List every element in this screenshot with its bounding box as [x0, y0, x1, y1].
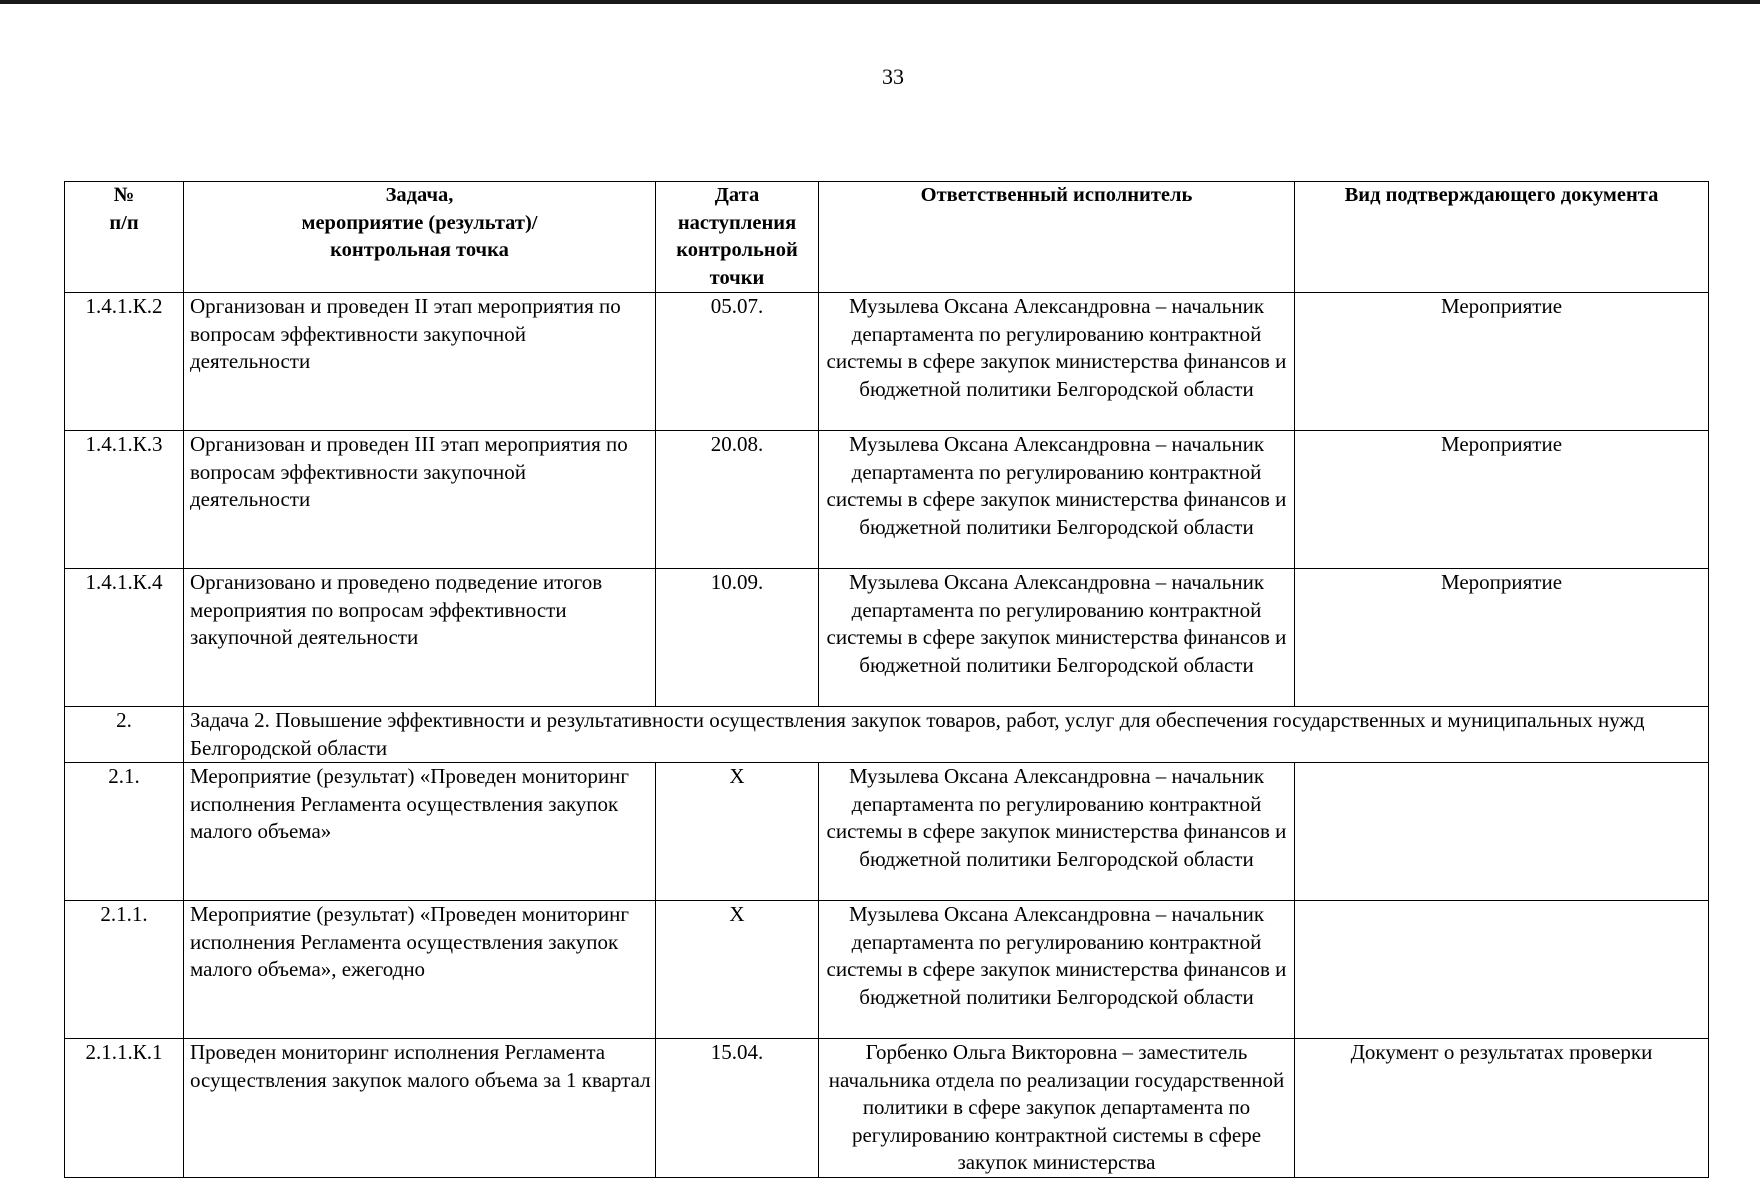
- header-doc-label: Вид подтверждающего документа: [1344, 184, 1659, 206]
- row-document-type: Документ о результатах проверки: [1295, 1039, 1709, 1178]
- header-task-line-3: контрольная точка: [330, 239, 509, 261]
- header-responsible-label: Ответственный исполнитель: [920, 184, 1193, 206]
- header-doc: [1295, 182, 1709, 293]
- row-responsible: Музылева Оксана Александровна – начальник департамента по регулированию контрактной системы в сфере закупок министерства финансов и бюджетной политики Белгородской области: [819, 901, 1295, 1039]
- plan-table: [64, 181, 1709, 1178]
- row-task: Организовано и проведено подведение итогов мероприятия по вопросам эффективности закупочной деятельности: [184, 569, 656, 707]
- table-section-row: [65, 707, 1709, 763]
- row-task: Проведен мониторинг исполнения Регламента осуществления закупок малого объема за 1 квартал: [184, 1039, 656, 1178]
- table-row: [65, 431, 1709, 569]
- table-row: [65, 763, 1709, 901]
- header-date-line-2: наступления: [677, 211, 797, 234]
- row-number: 2.: [65, 707, 184, 763]
- table-row: [65, 1039, 1709, 1178]
- header-date-line-3: контрольной: [676, 239, 798, 261]
- table-header-row: [65, 182, 1709, 293]
- row-task: Организован и проведен II этап мероприятия по вопросам эффективности закупочной деятельности: [184, 293, 656, 431]
- header-date-line-4: точки: [709, 266, 765, 289]
- row-responsible: Музылева Оксана Александровна – начальник департамента по регулированию контрактной системы в сфере закупок министерства финансов и бюджетной политики Белгородской области: [819, 293, 1295, 431]
- table-row: [65, 293, 1709, 431]
- row-document-type: [1295, 763, 1709, 901]
- header-task-line-2: мероприятие (результат)/: [301, 211, 538, 234]
- row-document-type: Мероприятие: [1295, 431, 1709, 569]
- row-number: 2.1.1.: [65, 901, 184, 1039]
- header-num-label: №: [113, 184, 135, 206]
- row-task: Мероприятие (результат) «Проведен мониторинг исполнения Регламента осуществления закупок малого объема»: [184, 763, 656, 901]
- page-number: 33: [882, 64, 904, 89]
- row-responsible: Горбенко Ольга Викторовна – заместитель начальника отдела по реализации государственной политики в сфере закупок департамента по регулированию контрактной системы в сфере закупок министерства: [819, 1039, 1295, 1178]
- row-date: 05.07.: [656, 293, 819, 431]
- row-document-type: Мероприятие: [1295, 293, 1709, 431]
- row-document-type: [1295, 901, 1709, 1039]
- row-date: 10.09.: [656, 569, 819, 707]
- header-date-line-1: Дата: [714, 184, 760, 206]
- row-number: 1.4.1.К.3: [65, 431, 184, 569]
- row-date: Х: [656, 763, 819, 901]
- row-date: Х: [656, 901, 819, 1039]
- table-row: [65, 901, 1709, 1039]
- top-border-rule: [0, 0, 1760, 4]
- section-heading: Задача 2. Повышение эффективности и результативности осуществления закупок товаров, работ, услуг для обеспечения государственных и муниципальных нужд Белгородской области: [184, 707, 1709, 763]
- row-responsible: Музылева Оксана Александровна – начальник департамента по регулированию контрактной системы в сфере закупок министерства финансов и бюджетной политики Белгородской области: [819, 763, 1295, 901]
- header-num-sublabel: п/п: [109, 211, 139, 234]
- row-date: 15.04.: [656, 1039, 819, 1178]
- row-responsible: Музылева Оксана Александровна – начальник департамента по регулированию контрактной системы в сфере закупок министерства финансов и бюджетной политики Белгородской области: [819, 569, 1295, 707]
- header-task: [184, 182, 656, 293]
- row-date: 20.08.: [656, 431, 819, 569]
- header-date: [656, 182, 819, 293]
- row-number: 2.1.: [65, 763, 184, 901]
- row-document-type: Мероприятие: [1295, 569, 1709, 707]
- row-number: 2.1.1.К.1: [65, 1039, 184, 1178]
- header-task-line-1: Задача,: [385, 184, 454, 206]
- header-num: [65, 182, 184, 293]
- header-responsible: [819, 182, 1295, 293]
- row-responsible: Музылева Оксана Александровна – начальник департамента по регулированию контрактной системы в сфере закупок министерства финансов и бюджетной политики Белгородской области: [819, 431, 1295, 569]
- row-task: Организован и проведен III этап мероприятия по вопросам эффективности закупочной деятельности: [184, 431, 656, 569]
- row-number: 1.4.1.К.4: [65, 569, 184, 707]
- row-number: 1.4.1.К.2: [65, 293, 184, 431]
- table-row: [65, 569, 1709, 707]
- row-task: Мероприятие (результат) «Проведен мониторинг исполнения Регламента осуществления закупок малого объема», ежегодно: [184, 901, 656, 1039]
